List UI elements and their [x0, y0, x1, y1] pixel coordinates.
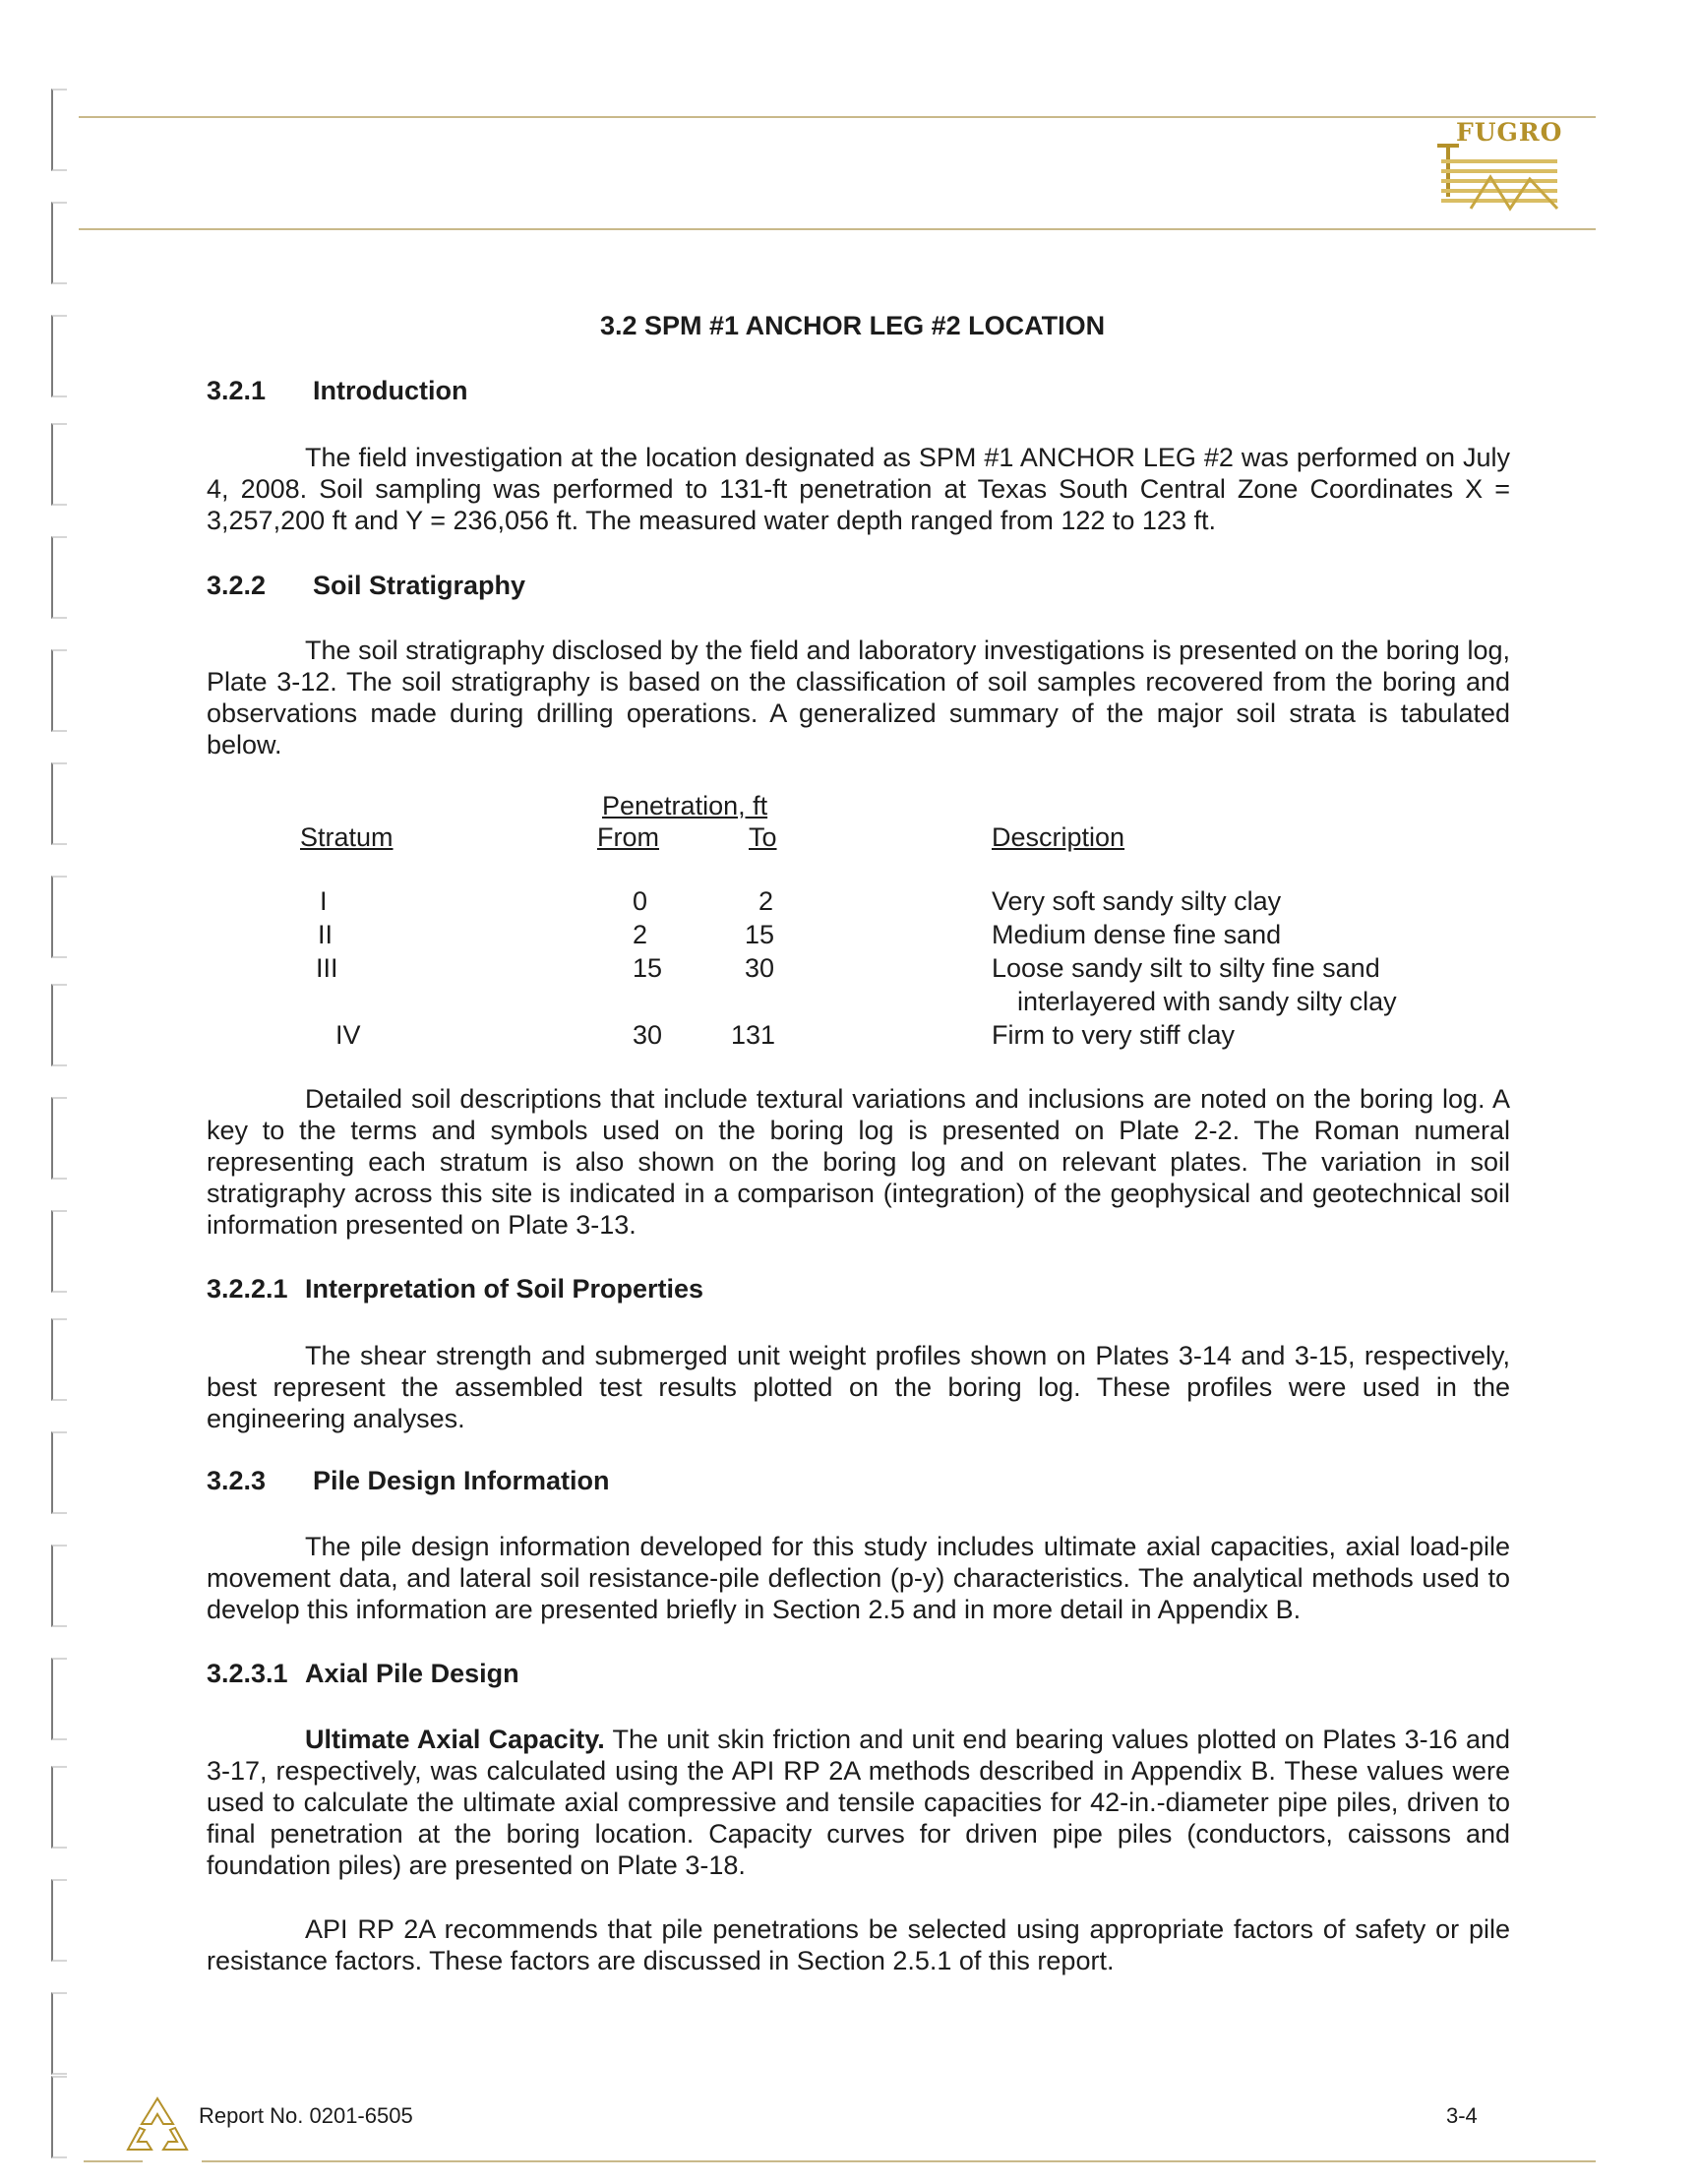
cell-to: 15: [745, 920, 775, 949]
cell-stratum: IV: [335, 1020, 361, 1050]
logo-text: FUGRO: [1456, 118, 1563, 147]
page-number: 3-4: [1446, 2103, 1478, 2128]
heading-axial-pile-design: [207, 1659, 519, 1689]
heading-number: 3.2.2.1: [207, 1274, 288, 1304]
api-paragraph: API RP 2A recommends that pile penetrations be selected using appropriate factors of safety or pile resistance factors. These factors are discussed in Section 2.5.1 of this report.: [207, 1914, 1510, 1975]
binder-mark: [51, 202, 67, 284]
cell-to: 30: [745, 953, 775, 983]
binder-mark: [51, 876, 67, 958]
heading-number: 3.2.3: [207, 1466, 267, 1495]
cell-description: Medium dense fine sand: [992, 920, 1282, 949]
binder-mark: [51, 1318, 67, 1401]
fugro-logo: [1431, 118, 1563, 216]
heading-interpretation: [207, 1274, 703, 1304]
binder-mark: [51, 1766, 67, 1849]
header-rule-top: [79, 116, 1596, 118]
heading-soil-stratigraphy: [207, 571, 525, 601]
binder-mark: [51, 1879, 67, 1962]
cell-description: Very soft sandy silty clay: [992, 886, 1282, 916]
cell-description-cont: interlayered with sandy silty clay: [1017, 987, 1397, 1016]
heading-title: Interpretation of Soil Properties: [305, 1274, 704, 1304]
binder-mark: [51, 1992, 67, 2075]
pile-design-paragraph: The pile design information developed for this study includes ultimate axial capacities, axial load-pile movement data, and lateral soil resistance-pile deflection (p-y) characteristics. The analytical methods used to develop this information are presented briefly in Section 2.5 and in more detail in Appendix B.: [207, 1532, 1510, 1624]
cell-stratum: II: [318, 920, 334, 949]
heading-introduction: [207, 376, 467, 406]
binder-mark: [51, 1545, 67, 1627]
report-number: Report No. 0201-6505: [199, 2103, 413, 2128]
header-description: Description: [992, 822, 1125, 852]
cell-from: 30: [633, 1020, 663, 1050]
heading-number: 3.2.2: [207, 571, 267, 600]
cell-from: 2: [633, 920, 648, 949]
binder-mark: [51, 1431, 67, 1514]
cell-from: 15: [633, 953, 663, 983]
axial-capacity-text: The unit skin friction and unit end bearing values plotted on Plates 3-16 and 3-17, respectively, was calculated using the API RP 2A methods described in Appendix B. These values were used to calculate the ultimate axial compressive and tensile capacities for 42-in.-diameter pipe piles, driven to final penetration at the boring location. Capacity curves for driven pipe piles (conductors, caissons and foundation piles) are presented on Plate 3-18.: [207, 1725, 1510, 1880]
header-rule-bottom: [79, 228, 1596, 230]
cell-description: Firm to very stiff clay: [992, 1020, 1236, 1050]
cell-description: Loose sandy silt to silty fine sand: [992, 953, 1380, 983]
axial-capacity-paragraph: [207, 1724, 1510, 1881]
binder-mark: [51, 762, 67, 845]
header-stratum: Stratum: [300, 822, 394, 852]
binder-mark: [51, 984, 67, 1066]
stratigraphy-paragraph: The soil stratigraphy disclosed by the field and laboratory investigations is presented on the boring log, Plate 3-12. The soil stratigraphy is based on the classification of soil samples recovered from the boring and observations made during drilling operations. A generalized summary of the major soil strata is tabulated below.: [207, 636, 1510, 759]
binder-mark: [51, 315, 67, 397]
lead-in: Ultimate Axial Capacity.: [305, 1725, 605, 1754]
binder-mark: [51, 1658, 67, 1740]
binder-mark: [51, 423, 67, 506]
heading-title: Soil Stratigraphy: [313, 571, 526, 600]
section-title: 3.2 SPM #1 ANCHOR LEG #2 LOCATION: [600, 311, 1106, 340]
interpretation-paragraph: The shear strength and submerged unit weight profiles shown on Plates 3-14 and 3-15, respectively, best represent the assembled test results plotted on the boring log. These profiles were used in the engineering analyses.: [207, 1341, 1510, 1433]
heading-title: Pile Design Information: [313, 1466, 610, 1495]
binder-mark: [51, 1210, 67, 1293]
cell-stratum: III: [316, 953, 338, 983]
footer-rule: [202, 2160, 1596, 2162]
binder-mark: [51, 649, 67, 732]
cell-to: 2: [758, 886, 774, 916]
cell-stratum: I: [320, 886, 328, 916]
penetration-header: Penetration, ft: [602, 791, 768, 820]
binder-mark: [51, 1097, 67, 1180]
cell-from: 0: [633, 886, 648, 916]
binder-mark: [51, 536, 67, 619]
heading-number: 3.2.3.1: [207, 1659, 288, 1688]
intro-paragraph: The field investigation at the location designated as SPM #1 ANCHOR LEG #2 was performed on July 4, 2008. Soil sampling was performed to 131-ft penetration at Texas South Central Zone Coordinates X = 3,257,200 ft and Y = 236,056 ft. The measured water depth ranged from 122 to 123 ft.: [207, 443, 1510, 535]
footer-rule-left: [84, 2160, 143, 2162]
heading-number: 3.2.1: [207, 376, 267, 405]
heading-pile-design: [207, 1466, 610, 1496]
cell-to: 131: [731, 1020, 776, 1050]
header-to: To: [749, 822, 777, 852]
stratigraphy-details-paragraph: Detailed soil descriptions that include textural variations and inclusions are noted on the boring log. A key to the terms and symbols used on the boring log is presented on Plate 2-2. The Roman numeral representing each stratum is also shown on the boring log and on relevant plates. The variation in soil stratigraphy across this site is indicated in a comparison (integration) of the geophysical and geotechnical soil information presented on Plate 3-13.: [207, 1084, 1510, 1240]
heading-title: Introduction: [313, 376, 468, 405]
heading-title: Axial Pile Design: [305, 1659, 519, 1688]
binder-mark: [51, 2076, 67, 2158]
header-from: From: [597, 822, 659, 852]
recycle-icon: [118, 2091, 197, 2159]
binder-mark: [51, 89, 67, 171]
